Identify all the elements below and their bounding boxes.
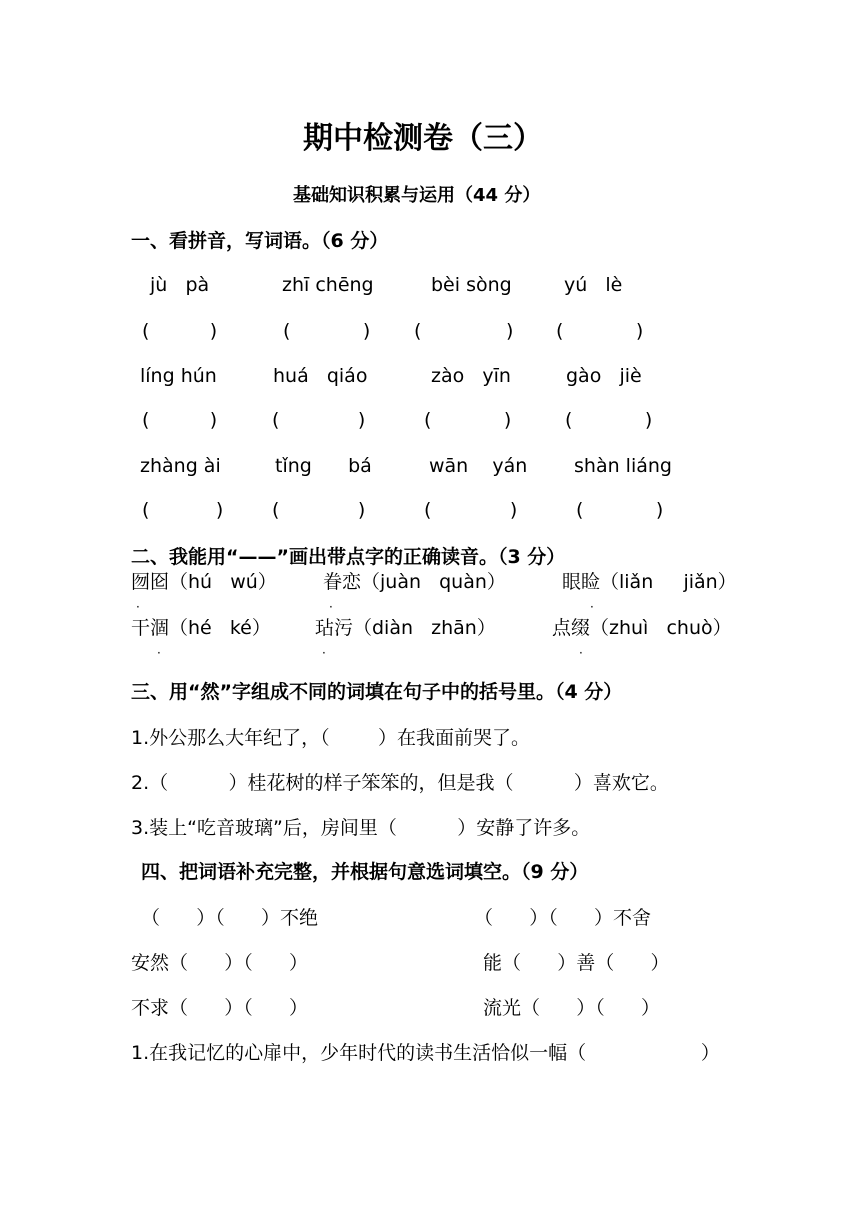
- idiom-right: 流光（ ）（ ）: [483, 997, 660, 1019]
- emphasis-dot: ·: [329, 600, 333, 614]
- q3-sentence: 3.装上“吃音玻璃”后，房间里（ ）安静了许多。: [131, 817, 591, 839]
- idiom-left: （ ）（ ）不绝: [141, 907, 318, 929]
- q1-heading: 一、看拼音，写词语。（6 分）: [131, 230, 389, 252]
- idiom-right: （ ）（ ）不舍: [474, 907, 651, 929]
- idiom-left: 安然（ ）（ ）: [131, 952, 308, 974]
- emphasis-dot: ·: [579, 646, 583, 660]
- reading-item: 玷污（diàn zhān）: [315, 617, 496, 639]
- q3-heading: 三、用“然”字组成不同的词填在句子中的括号里。（4 分）: [131, 681, 623, 703]
- page-title: 期中检测卷（三）: [303, 121, 543, 156]
- idiom-left: 不求（ ）（ ）: [131, 997, 308, 1019]
- q2-heading: 二、我能用“——”画出带点字的正确读音。（3 分）: [131, 546, 566, 568]
- pinyin-item: zào yīn: [431, 365, 511, 387]
- answer-bracket[interactable]: ( ): [272, 499, 366, 521]
- answer-bracket[interactable]: ( ): [272, 409, 366, 431]
- pinyin-item: zhī chēng: [282, 274, 374, 296]
- pinyin-item: zhàng ài: [140, 455, 221, 477]
- answer-bracket[interactable]: ( ): [142, 320, 218, 342]
- q4-sentence: 1.在我记忆的心扉中，少年时代的读书生活恰似一幅（ ）: [131, 1042, 720, 1064]
- pinyin-item: tǐng bá: [275, 455, 372, 477]
- emphasis-dot: ·: [136, 600, 140, 614]
- pinyin-item: shàn liáng: [574, 455, 672, 477]
- pinyin-item: wān yán: [429, 455, 528, 477]
- reading-item: 囫囵（hú wú）: [131, 571, 277, 593]
- answer-bracket[interactable]: ( ): [414, 320, 514, 342]
- reading-item: 眷恋（juàn quàn）: [323, 571, 506, 593]
- reading-item: 干涸（hé ké）: [131, 617, 271, 639]
- answer-bracket[interactable]: ( ): [142, 409, 218, 431]
- idiom-right: 能（ ）善（ ）: [483, 952, 670, 974]
- pinyin-item: líng hún: [140, 365, 217, 387]
- answer-bracket[interactable]: ( ): [142, 499, 224, 521]
- reading-item: 点缀（zhuì chuò）: [552, 617, 732, 639]
- pinyin-item: gào jiè: [566, 365, 642, 387]
- pinyin-item: yú lè: [564, 274, 623, 296]
- answer-bracket[interactable]: ( ): [565, 409, 653, 431]
- pinyin-item: bèi sòng: [431, 274, 512, 296]
- reading-item: 眼睑（liǎn jiǎn）: [562, 571, 737, 593]
- emphasis-dot: ·: [157, 646, 161, 660]
- answer-bracket[interactable]: ( ): [424, 409, 512, 431]
- q3-sentence: 1.外公那么大年纪了，（ ）在我面前哭了。: [131, 727, 530, 749]
- answer-bracket[interactable]: ( ): [556, 320, 644, 342]
- answer-bracket[interactable]: ( ): [424, 499, 518, 521]
- answer-bracket[interactable]: ( ): [576, 499, 664, 521]
- answer-bracket[interactable]: ( ): [283, 320, 371, 342]
- pinyin-item: jù pà: [150, 274, 210, 296]
- section-subtitle: 基础知识积累与运用（44 分）: [293, 185, 541, 206]
- emphasis-dot: ·: [590, 600, 594, 614]
- pinyin-item: huá qiáo: [273, 365, 368, 387]
- q4-heading: 四、把词语补充完整，并根据句意选词填空。（9 分）: [141, 861, 589, 883]
- q3-sentence: 2.（ ）桂花树的样子笨笨的，但是我（ ）喜欢它。: [131, 772, 669, 794]
- emphasis-dot: ·: [322, 646, 326, 660]
